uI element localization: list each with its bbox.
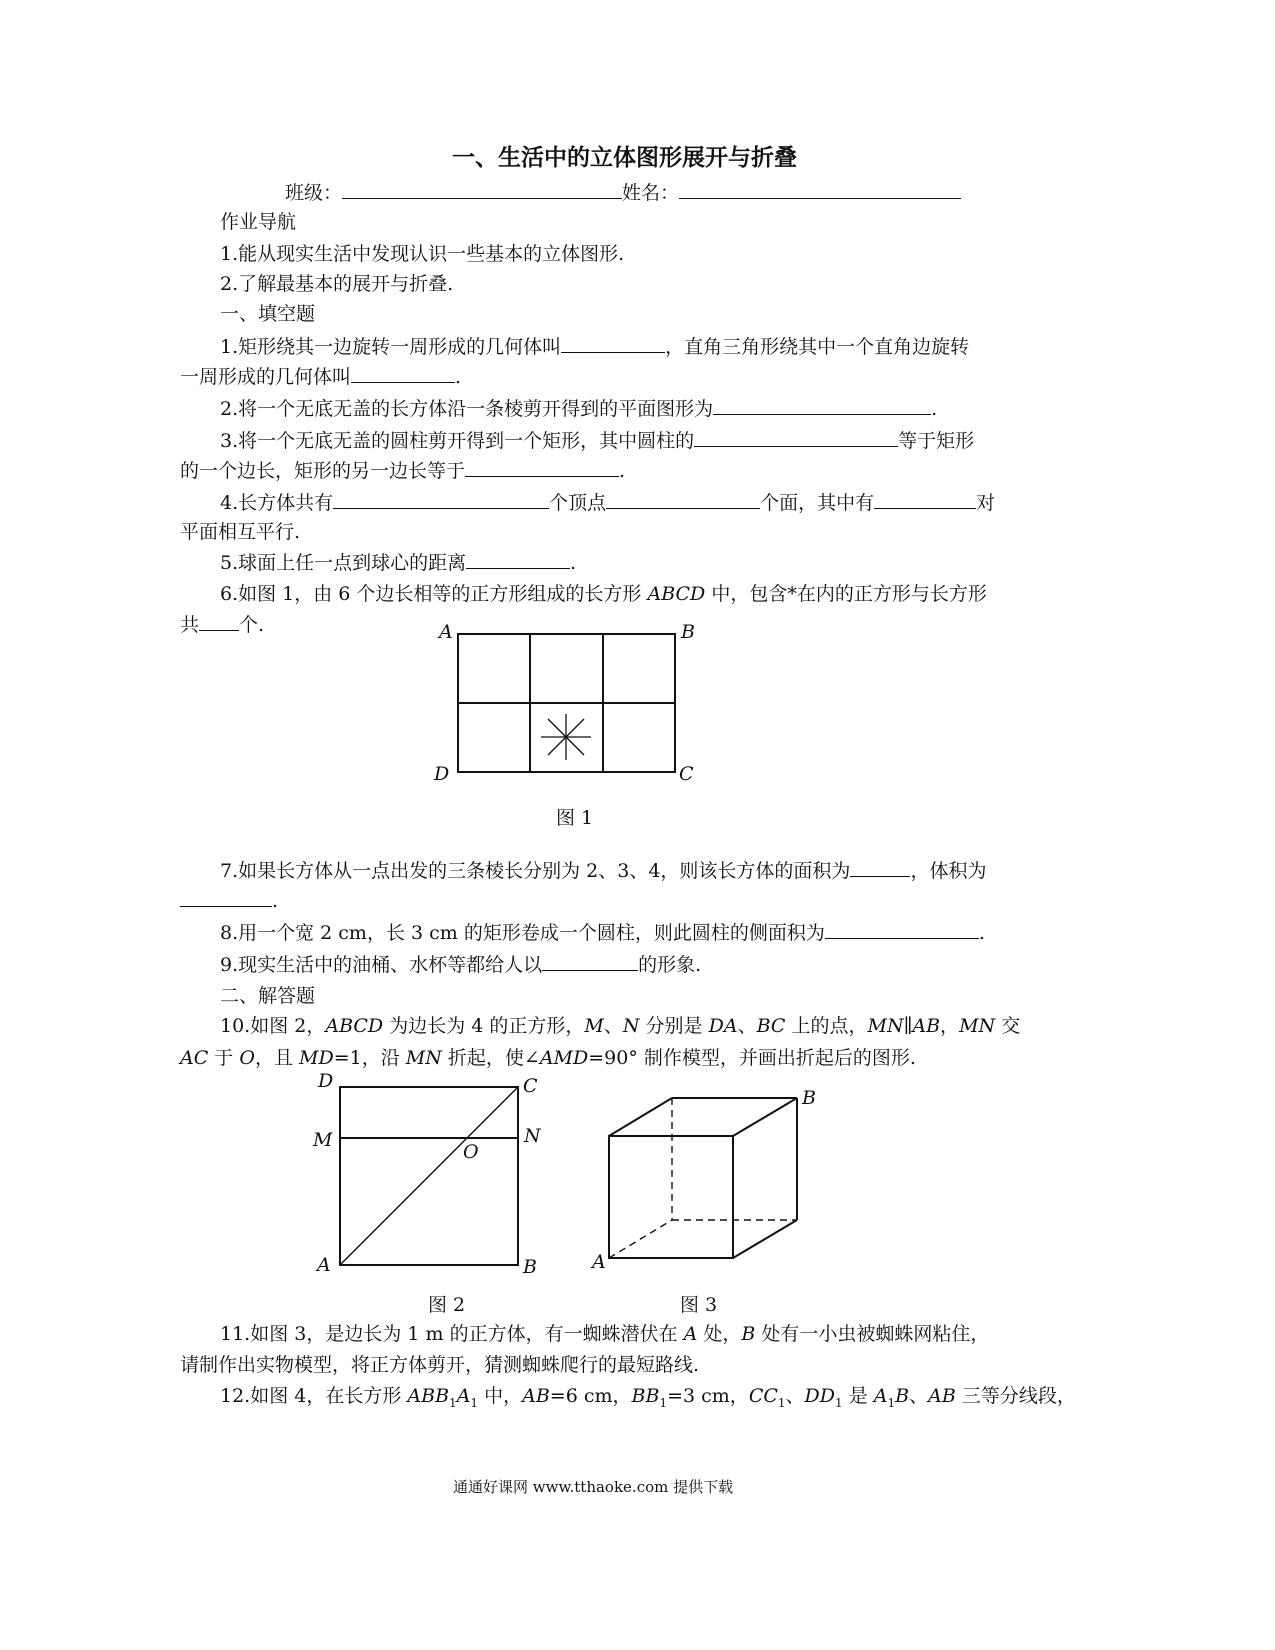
- figure-2-diagonal-ac: [340, 1087, 518, 1265]
- question-text: 9.现实生活中的油桶、水杯等都给人以: [220, 954, 543, 976]
- question-9: [220, 952, 701, 977]
- answer-blank[interactable]: [180, 888, 272, 907]
- figure-2-label-c: C: [523, 1075, 538, 1097]
- answer-blank[interactable]: [542, 952, 638, 971]
- question-text: 一周形成的几何体叫: [180, 366, 352, 388]
- figure-1-label-c: C: [679, 763, 694, 785]
- figure-1-caption: 图 1: [556, 807, 594, 829]
- question-6-cont: [180, 612, 264, 637]
- answer-blank[interactable]: [606, 490, 760, 509]
- answer-blank[interactable]: [850, 858, 910, 877]
- question-10-cont: AC 于 O，且 MD=1，沿 MN 折起，使∠AMD=90° 制作模型，并画出折起后的图形.: [180, 1047, 916, 1069]
- class-label: 班级：: [285, 182, 343, 204]
- figure-3-edge: [733, 1098, 797, 1136]
- question-4-cont: 平面相互平行.: [180, 521, 301, 543]
- figure-3: [609, 1098, 797, 1258]
- answer-blank[interactable]: [694, 428, 898, 447]
- section-heading: 一、填空题: [220, 303, 316, 325]
- guide-item: 1.能从现实生活中发现认识一些基本的立体图形.: [220, 243, 625, 265]
- question-text: 个面，其中有: [760, 492, 875, 514]
- answer-blank[interactable]: [199, 612, 239, 631]
- star-icon: [541, 714, 591, 760]
- figure-2-label-d: D: [318, 1070, 334, 1092]
- question-1: [220, 334, 969, 359]
- answer-blank[interactable]: [466, 550, 570, 569]
- figure-1-rectangle: [458, 634, 675, 772]
- question-3-cont: 的一个边长，矩形的另一边长等于 .: [180, 460, 626, 482]
- figure-2-label-b: B: [523, 1256, 537, 1278]
- question-text: ，体积为: [910, 860, 987, 882]
- question-text: 6.如图 1，由 6 个边长相等的正方形组成的长方形: [220, 583, 648, 605]
- figure-2-label-a: A: [317, 1254, 331, 1276]
- name-blank[interactable]: [679, 180, 961, 199]
- answer-blank[interactable]: [351, 364, 455, 383]
- answer-blank[interactable]: [561, 334, 665, 353]
- question-12: 12.如图 4，在长方形 $ABB_1A_1$ 中，AB=6 cm，$BB_1=3$ cm，$CC_1$、$DD_1$ 是 $A_1B$、AB 三等分线段，: [220, 1385, 1076, 1410]
- question-text: 8.用一个宽 2 cm，长 3 cm 的矩形卷成一个圆柱，则此圆柱的侧面积为: [220, 922, 825, 944]
- question-11: 11.如图 3，是边长为 1 m 的正方体，有一蜘蛛潜伏在 A 处，B 处有一小虫被蜘蛛网粘住，: [220, 1323, 990, 1345]
- question-text: 7.如果长方体从一点出发的三条棱长分别为 2、3、4，则该长方体的面积为: [220, 860, 851, 882]
- guide-item: 2.了解最基本的展开与折叠.: [220, 273, 454, 295]
- page-title: 一、生活中的立体图形展开与折叠: [452, 144, 797, 171]
- figure-3-hidden-edges: [609, 1098, 797, 1258]
- question-7: [220, 858, 986, 883]
- answer-blank[interactable]: [825, 920, 979, 939]
- figure-3-edge: [609, 1098, 672, 1136]
- question-8: 8.用一个宽 2 cm，长 3 cm 的矩形卷成一个圆柱，则此圆柱的侧面积为 .: [220, 922, 985, 944]
- figure-1-label-d: D: [434, 763, 450, 785]
- class-name-line: [285, 180, 961, 205]
- answer-blank[interactable]: [874, 490, 976, 509]
- figure-3-label-b: B: [802, 1087, 816, 1109]
- question-6: [220, 582, 987, 606]
- figure-2-label-n: N: [524, 1125, 541, 1147]
- name-label: 姓名：: [622, 182, 680, 204]
- figure-1-label-a: A: [439, 621, 453, 643]
- question-5: 5.球面上任一点到球心的距离 .: [220, 552, 577, 574]
- question-3: [220, 428, 974, 453]
- question-text: 5.球面上任一点到球心的距离: [220, 552, 467, 574]
- question-text: 1.矩形绕其一边旋转一周形成的几何体叫: [220, 336, 562, 358]
- figure-3-caption: 图 3: [680, 1294, 718, 1316]
- figure-2-label-o: O: [463, 1141, 479, 1163]
- answer-blank[interactable]: [713, 396, 931, 415]
- question-text: 对: [976, 492, 996, 514]
- question-text: 的一个边长，矩形的另一边长等于: [180, 460, 466, 482]
- question-text: 等于矩形: [898, 430, 975, 452]
- section-heading: 二、解答题: [220, 985, 316, 1007]
- question-text: 的形象.: [638, 954, 702, 976]
- figure-2-caption: 图 2: [428, 1294, 466, 1316]
- question-text: 个.: [239, 614, 265, 636]
- figure-1-label-b: B: [681, 621, 695, 643]
- class-blank[interactable]: [342, 180, 622, 199]
- question-text: ABCD: [647, 583, 706, 605]
- figure-3-label-a: A: [592, 1251, 606, 1273]
- figure-2-label-m: M: [313, 1129, 333, 1151]
- question-text: 2.将一个无底无盖的长方体沿一条棱剪开得到的平面图形为: [220, 398, 714, 420]
- answer-blank[interactable]: [465, 458, 619, 477]
- figure-2-square: [340, 1087, 518, 1265]
- question-10: 10.如图 2，ABCD 为边长为 4 的正方形，M、N 分别是 DA、BC 上的点，MN∥AB，MN 交: [220, 1015, 1021, 1037]
- question-text: ，直角三角形绕其中一个直角边旋转: [665, 336, 970, 358]
- question-text: 中，包含*在内的正方形与长方形: [705, 583, 987, 605]
- question-4: [220, 490, 995, 515]
- question-2: 2.将一个无底无盖的长方体沿一条棱剪开得到的平面图形为 .: [220, 398, 938, 420]
- figure-3-front-face: [609, 1136, 733, 1258]
- answer-blank[interactable]: [333, 490, 549, 509]
- question-11-cont: 请制作出实物模型，将正方体剪开，猜测蜘蛛爬行的最短路线.: [180, 1354, 700, 1376]
- question-text: 3.将一个无底无盖的圆柱剪开得到一个矩形，其中圆柱的: [220, 430, 695, 452]
- question-text: 共: [180, 614, 200, 636]
- question-text: 个顶点: [549, 492, 607, 514]
- question-text: 4.长方体共有: [220, 492, 334, 514]
- footer-credit: 通通好课网 www.tthaoke.com 提供下载: [453, 1478, 734, 1496]
- figure-2: [340, 1087, 518, 1265]
- figure-3-edge: [733, 1220, 797, 1258]
- guide-heading: 作业导航: [220, 211, 297, 233]
- question-1-cont: 一周形成的几何体叫 .: [180, 366, 462, 388]
- question-7-cont: .: [180, 888, 278, 913]
